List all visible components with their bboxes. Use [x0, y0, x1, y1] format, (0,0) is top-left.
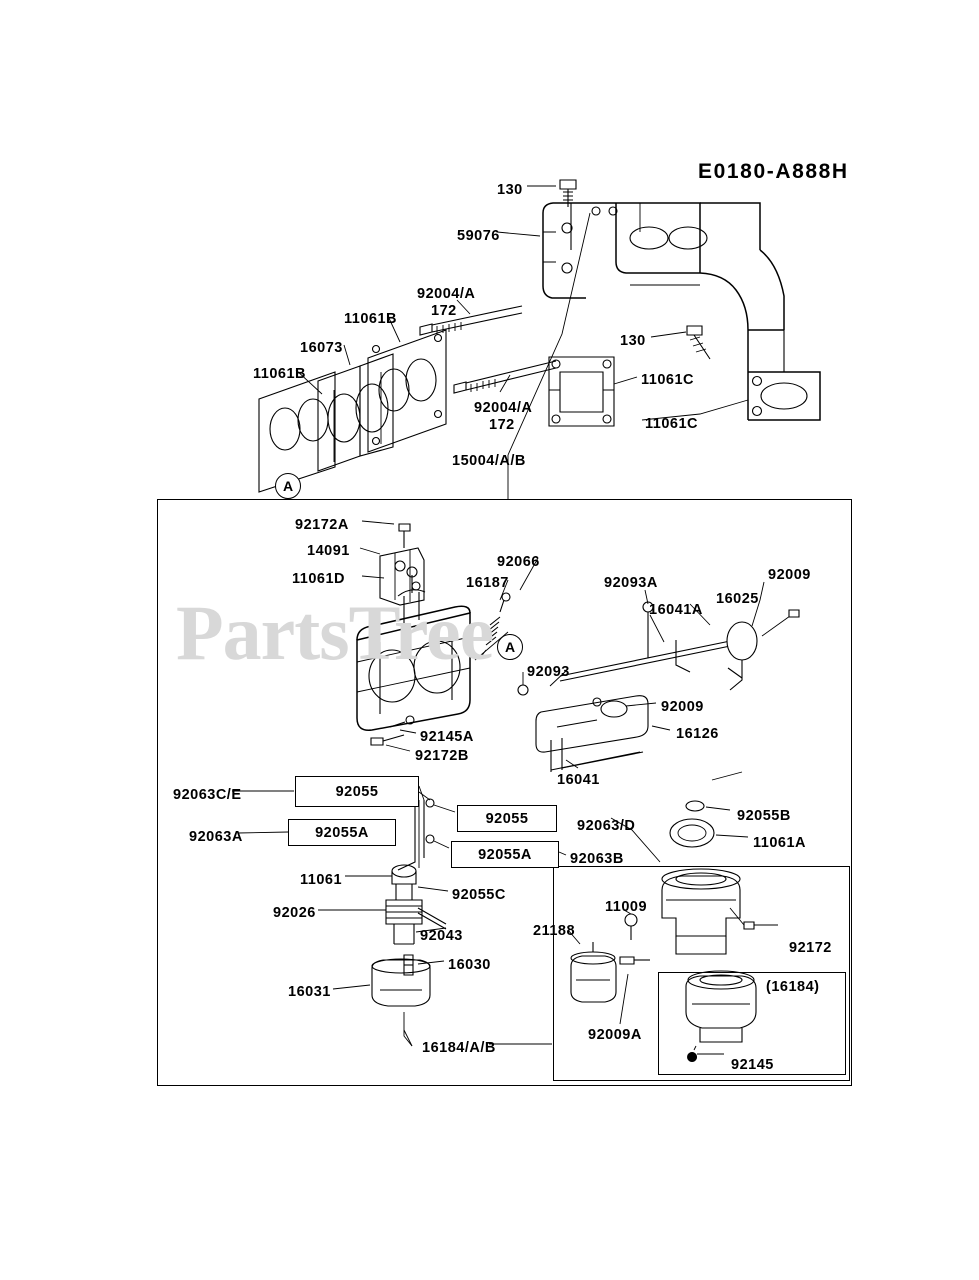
part-label-92145: 92145 [731, 1057, 774, 1073]
part-label-59076: 59076 [457, 228, 500, 244]
part-label-16025: 16025 [716, 591, 759, 607]
part-label-14091: 14091 [307, 543, 350, 559]
watermark: PartsTree [176, 589, 494, 676]
part-label-92066: 92066 [497, 554, 540, 570]
part-label-92145a: 92145A [420, 729, 474, 745]
insulator-11061B [259, 372, 335, 492]
part-label-11061b: 11061B [253, 366, 306, 382]
part-label-92055b: 92055B [737, 808, 791, 824]
part-label-92172: 92172 [789, 940, 832, 956]
part-label-92093a: 92093A [604, 575, 658, 591]
bolt-130-top [560, 180, 576, 207]
part-label-92063b: 92063B [570, 851, 624, 867]
part-label-16187: 16187 [466, 575, 509, 591]
part-label-92055c: 92055C [452, 887, 506, 903]
callout-a-2: A [497, 634, 523, 660]
part-label-15004-a-b: 15004/A/B [452, 453, 526, 469]
part-label-21188: 21188 [533, 923, 576, 939]
part-label-92063a: 92063A [189, 829, 243, 845]
gasket-11061C [549, 357, 614, 426]
part-label-92009a: 92009A [588, 1027, 642, 1043]
part-label-11061a: 11061A [753, 835, 806, 851]
part-label-92063c-e: 92063C/E [173, 787, 242, 803]
part-label-16031: 16031 [288, 984, 331, 1000]
part-label-172: 172 [489, 417, 515, 433]
part-label-92093: 92093 [527, 664, 570, 680]
gasket-11061B-2 [368, 330, 446, 452]
part-label-92009: 92009 [661, 699, 704, 715]
spacer-16073 [318, 354, 393, 471]
stud-92004-lower [454, 361, 556, 393]
boxed-part-label-92055: 92055 [295, 776, 419, 807]
part-label-172: 172 [431, 303, 457, 319]
part-label-130: 130 [497, 182, 523, 198]
boxed-part-label-92055: 92055 [457, 805, 557, 832]
part-label-92063-d: 92063/D [577, 818, 636, 834]
part-label-11061c: 11061C [645, 416, 698, 432]
part-label-16126: 16126 [676, 726, 719, 742]
part-label-11061d: 11061D [292, 571, 345, 587]
part-label-11009: 11009 [605, 899, 648, 915]
part-label-16030: 16030 [448, 957, 491, 973]
part-label-11061c: 11061C [641, 372, 694, 388]
part-label-92026: 92026 [273, 905, 316, 921]
boxed-part-label-92055a: 92055A [288, 819, 396, 846]
boxed-part-label-92055a: 92055A [451, 841, 559, 868]
part-label-16073: 16073 [300, 340, 343, 356]
part-label--16184-: (16184) [766, 979, 820, 995]
part-label-92004-a: 92004/A [474, 400, 533, 416]
part-label-92172b: 92172B [415, 748, 469, 764]
part-label-16041a: 16041A [649, 602, 703, 618]
callout-a-1: A [275, 473, 301, 499]
part-label-16041: 16041 [557, 772, 600, 788]
part-label-92172a: 92172A [295, 517, 349, 533]
part-label-11061b: 11061B [344, 311, 397, 327]
part-label-130: 130 [620, 333, 646, 349]
part-label-16184-a-b: 16184/A/B [422, 1040, 496, 1056]
part-label-92004-a: 92004/A [417, 286, 476, 302]
part-label-92043: 92043 [420, 928, 463, 944]
bolt-130-right [687, 326, 710, 359]
part-label-92009: 92009 [768, 567, 811, 583]
part-label-11061: 11061 [300, 872, 343, 888]
diagram-title: E0180-A888H [698, 160, 849, 183]
